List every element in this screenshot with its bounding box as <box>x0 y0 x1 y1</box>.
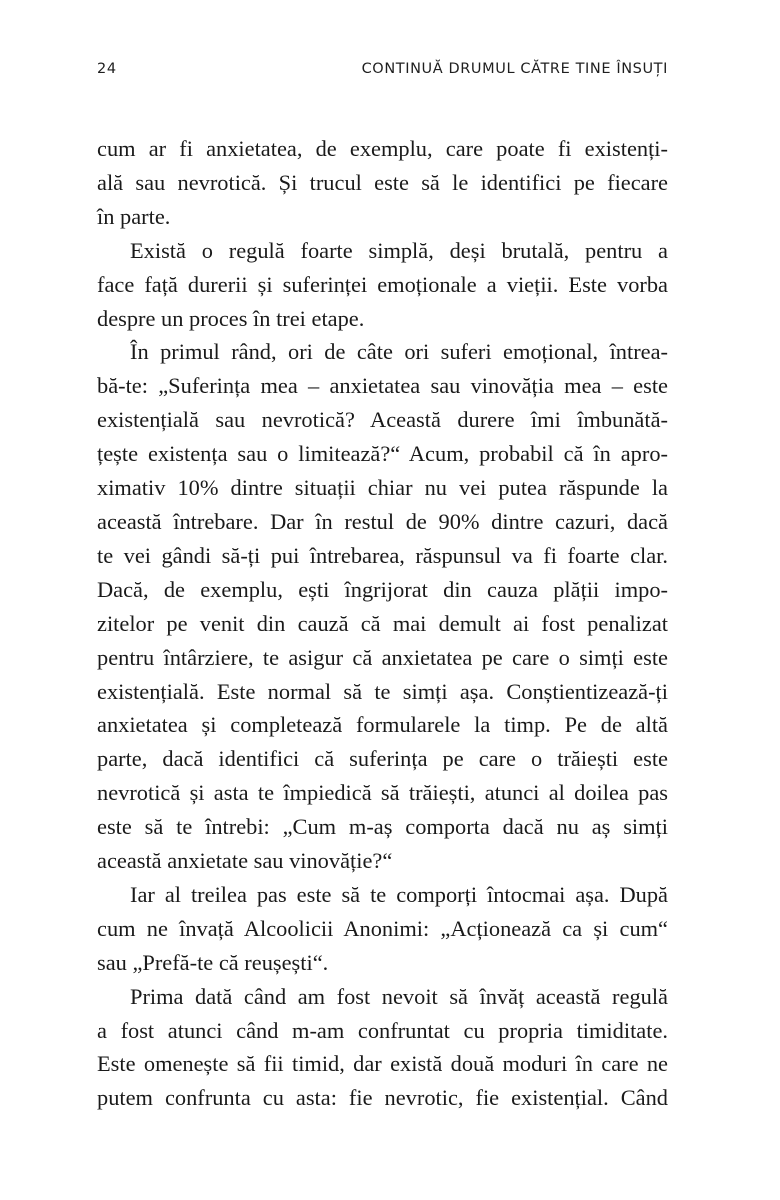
body-text <box>97 132 668 1115</box>
running-title: CONTINUĂ DRUMUL CĂTRE TINE ÎNSUȚI <box>361 61 668 77</box>
text-line: anxietatea și completează formularele la timp. Pe de altă <box>97 712 668 738</box>
text-line: ală sau nevrotică. Și trucul este să le identifici pe fiecare <box>97 169 668 195</box>
text-line: Este omenește să fii timid, dar există două moduri în care ne <box>97 1051 668 1077</box>
text-line: Dacă, de exemplu, ești îngrijorat din cauza plății impo- <box>97 576 668 602</box>
text-line: a fost atunci când m-am confruntat cu propria timiditate. <box>97 1017 668 1043</box>
text-line: Există o regulă foarte simplă, deși brutală, pentru a <box>130 237 668 263</box>
text-line: Prima dată când am fost nevoit să învăț această regulă <box>130 983 668 1009</box>
text-line: zitelor pe venit din cauză că mai demult ai fost penalizat <box>97 610 668 636</box>
text-line: pentru întârziere, te asigur că anxietatea pe care o simți este <box>97 644 668 670</box>
text-line: despre un proces în trei etape. <box>97 305 365 331</box>
text-line: În primul rând, ori de câte ori suferi emoțional, întrea- <box>130 339 668 365</box>
text-line: putem confrunta cu asta: fie nevrotic, fie existențial. Când <box>97 1085 668 1111</box>
text-line: țește existența sau o limitează?“ Acum, probabil că în apro- <box>97 441 668 467</box>
text-line: cum ne învață Alcoolicii Anonimi: „Acționează ca și cum“ <box>97 915 668 941</box>
text-line: te vei gândi să-ți pui întrebarea, răspunsul va fi foarte clar. <box>97 542 668 568</box>
text-line: este să te întrebi: „Cum m-aș comporta dacă nu aș simți <box>97 814 668 840</box>
page-header <box>97 61 668 77</box>
text-line: parte, dacă identifici că suferința pe care o trăiești este <box>97 746 668 772</box>
text-line: sau „Prefă-te că reușești“. <box>97 949 329 975</box>
text-line: în parte. <box>97 203 171 229</box>
text-line: face față durerii și suferinței emoționale a vieții. Este vorba <box>97 271 668 297</box>
page-number: 24 <box>97 61 117 77</box>
text-line: nevrotică și asta te împiedică să trăiești, atunci al doilea pas <box>97 780 668 806</box>
text-line: această întrebare. Dar în restul de 90% dintre cazuri, dacă <box>97 508 668 534</box>
text-line: existențială. Este normal să te simți așa. Conștientizează-ți <box>97 678 668 704</box>
text-line: Iar al treilea pas este să te comporți întocmai așa. După <box>130 881 668 907</box>
text-line: existențială sau nevrotică? Această durere îmi îmbunătă- <box>97 407 668 433</box>
text-line: ximativ 10% dintre situații chiar nu vei putea răspunde la <box>97 475 668 501</box>
text-line: această anxietate sau vinovăție?“ <box>97 848 393 874</box>
text-line: bă-te: „Suferința mea – anxietatea sau vinovăția mea – este <box>97 373 668 399</box>
text-line: cum ar fi anxietatea, de exemplu, care poate fi existenți- <box>97 136 668 161</box>
